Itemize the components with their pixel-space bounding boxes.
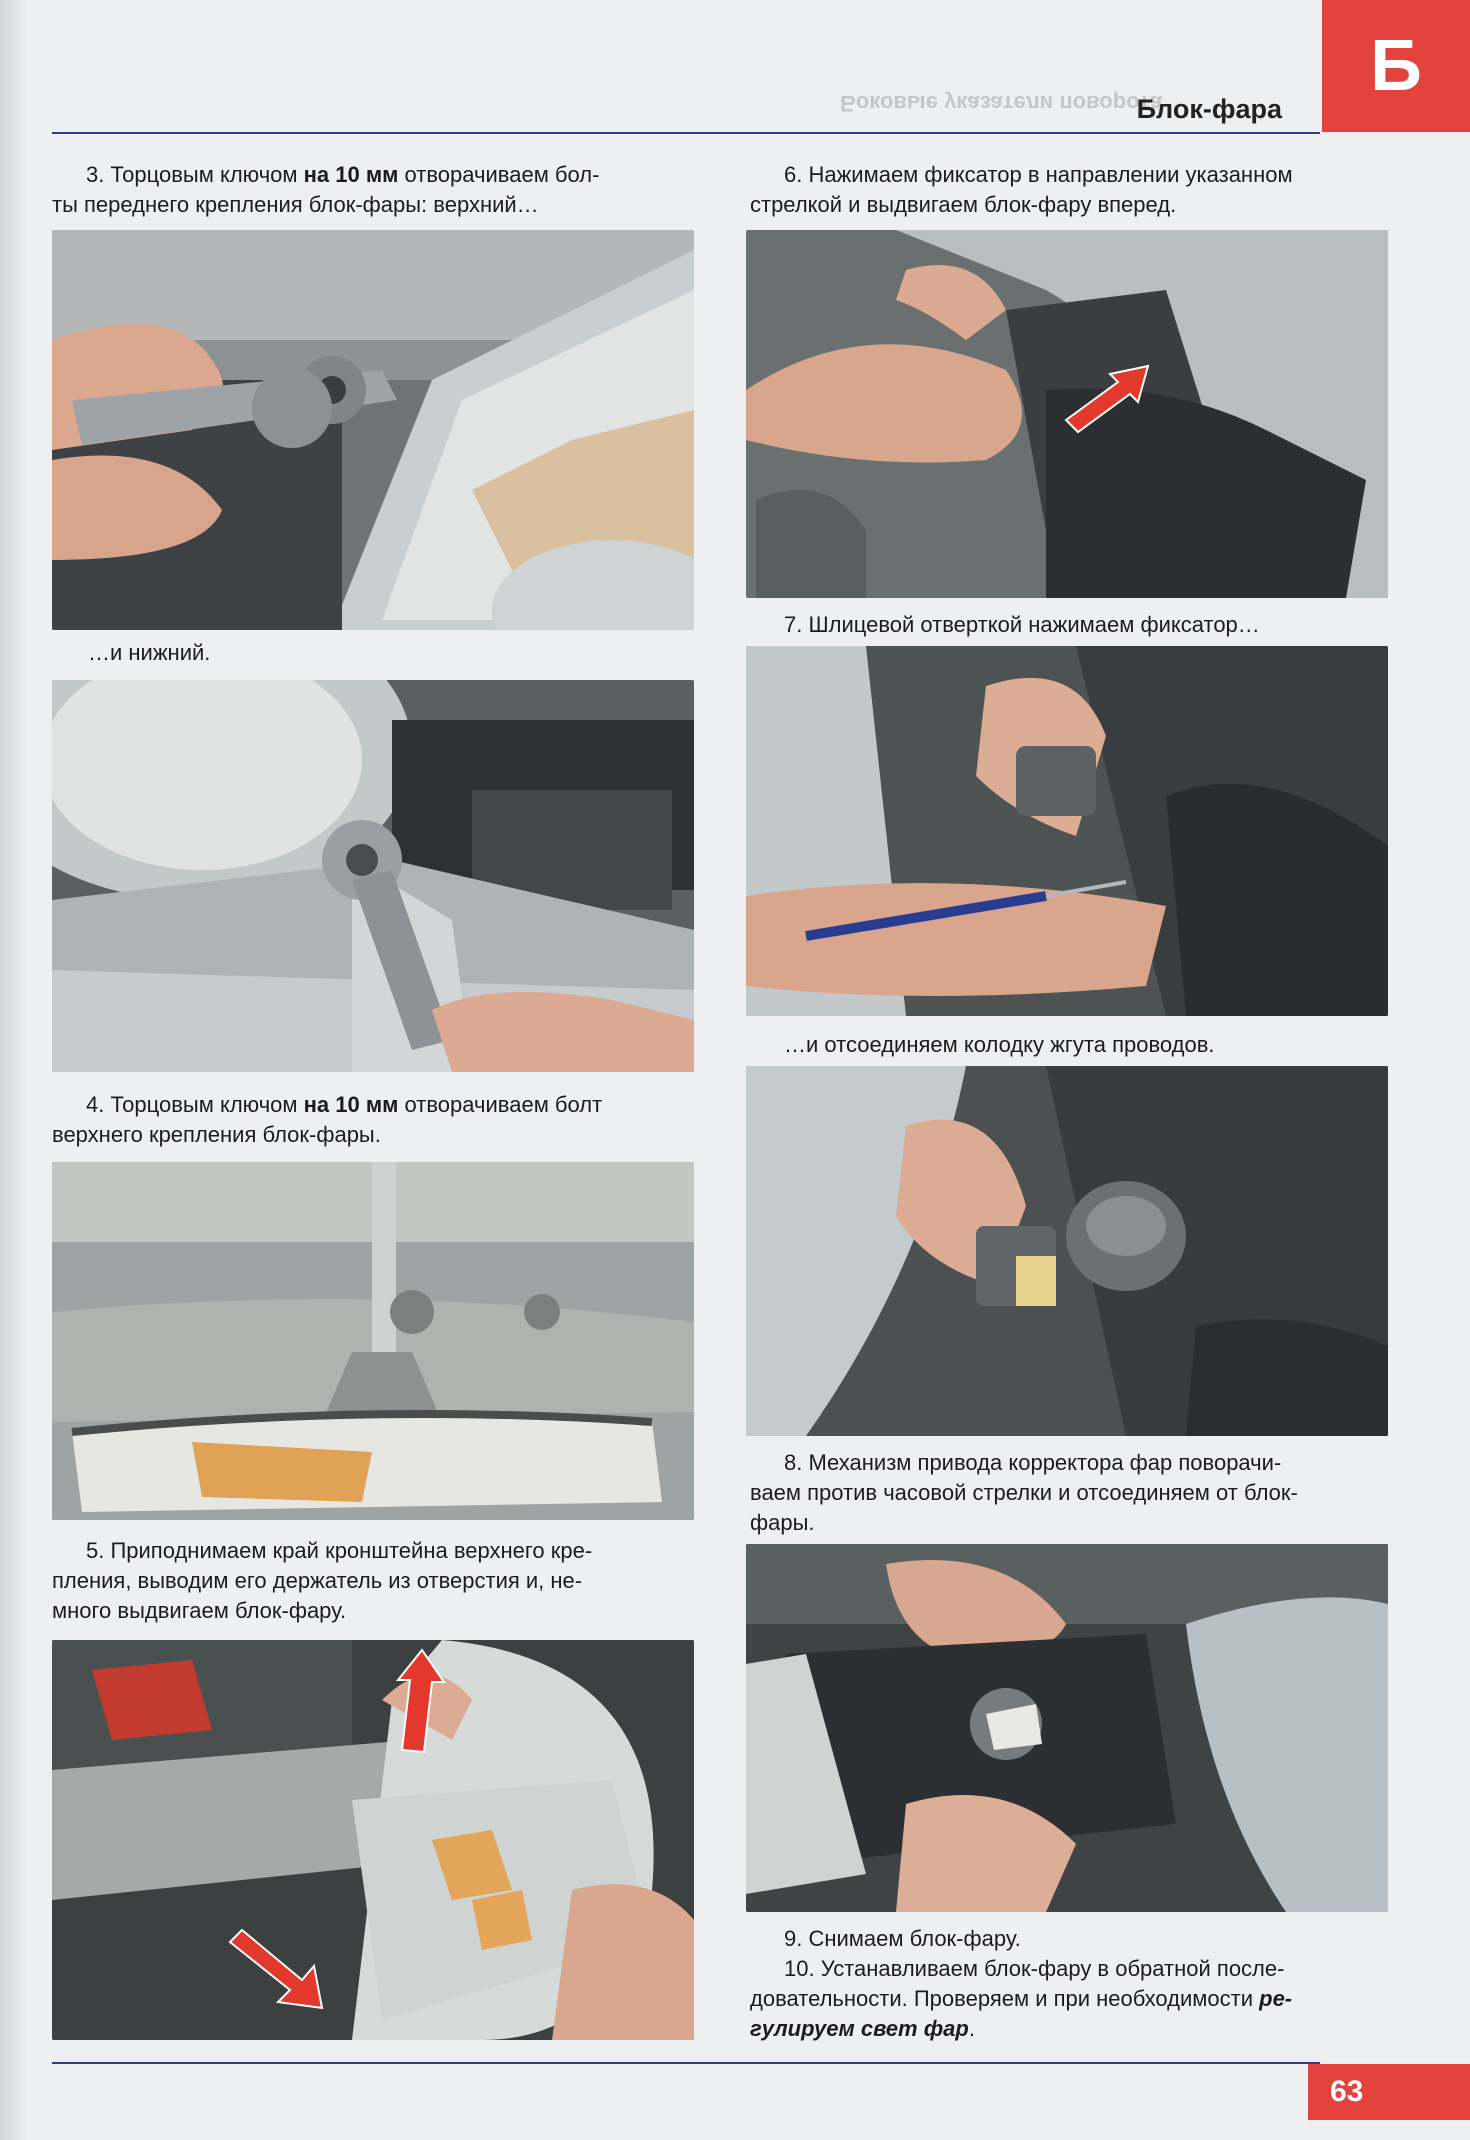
section-title: Блок-фара bbox=[1136, 94, 1282, 124]
footer-rule bbox=[52, 2062, 1320, 2064]
step-4-caption: 4. Торцовым ключом на 10 мм отворачиваем болт верхнего крепления блок-фары. bbox=[52, 1092, 603, 1147]
section-letter: Б bbox=[1370, 26, 1422, 106]
page-number: 63 bbox=[1308, 2064, 1470, 2120]
photo-top-bolt-socket bbox=[52, 1162, 694, 1520]
photo-upper-bolt-ratchet bbox=[52, 230, 694, 630]
photo-lower-bolt-ratchet bbox=[52, 680, 694, 1072]
photo-lift-bracket bbox=[52, 1640, 694, 2040]
photo-screwdriver-latch bbox=[746, 646, 1388, 1016]
step-7-caption: 7. Шлицевой отверткой нажимаем фиксатор… bbox=[784, 612, 1260, 637]
photo-press-latch-arrow bbox=[746, 230, 1388, 598]
step-7b-caption: …и отсоединяем колодку жгута проводов. bbox=[784, 1032, 1215, 1057]
header-rule bbox=[52, 132, 1320, 134]
step-5-caption: 5. Приподнимаем край кронштейна верхнего кре- пления, выводим его держатель из отверстия и, не- много выдвигаем блок-фару. bbox=[52, 1538, 593, 1623]
page-binding-shadow bbox=[0, 0, 28, 2140]
step-9-10-caption: 9. Снимаем блок-фару. 10. Устанавливаем блок-фару в обратной после- довательности. Проверяем и при необходимости ре- гулируем свет фар. bbox=[750, 1926, 1293, 2041]
ghost-title-bleedthrough: Боковые указатели поворота bbox=[840, 91, 1163, 116]
step-8-caption: 8. Механизм привода корректора фар поворачи- ваем против часовой стрелки и отсоединяем от блок- фары. bbox=[750, 1450, 1298, 1535]
section-letter-tab bbox=[1322, 0, 1470, 132]
photo-remove-headlight bbox=[746, 1544, 1388, 1912]
step-3b-caption: …и нижний. bbox=[88, 640, 211, 665]
step-3-caption: 3. Торцовым ключом на 10 мм отворачиваем бол- ты переднего крепления блок-фары: верхний… bbox=[52, 162, 600, 217]
photo-disconnect-connector bbox=[746, 1066, 1388, 1436]
step-6-caption: 6. Нажимаем фиксатор в направлении указанном стрелкой и выдвигаем блок-фару вперед. bbox=[750, 162, 1293, 217]
